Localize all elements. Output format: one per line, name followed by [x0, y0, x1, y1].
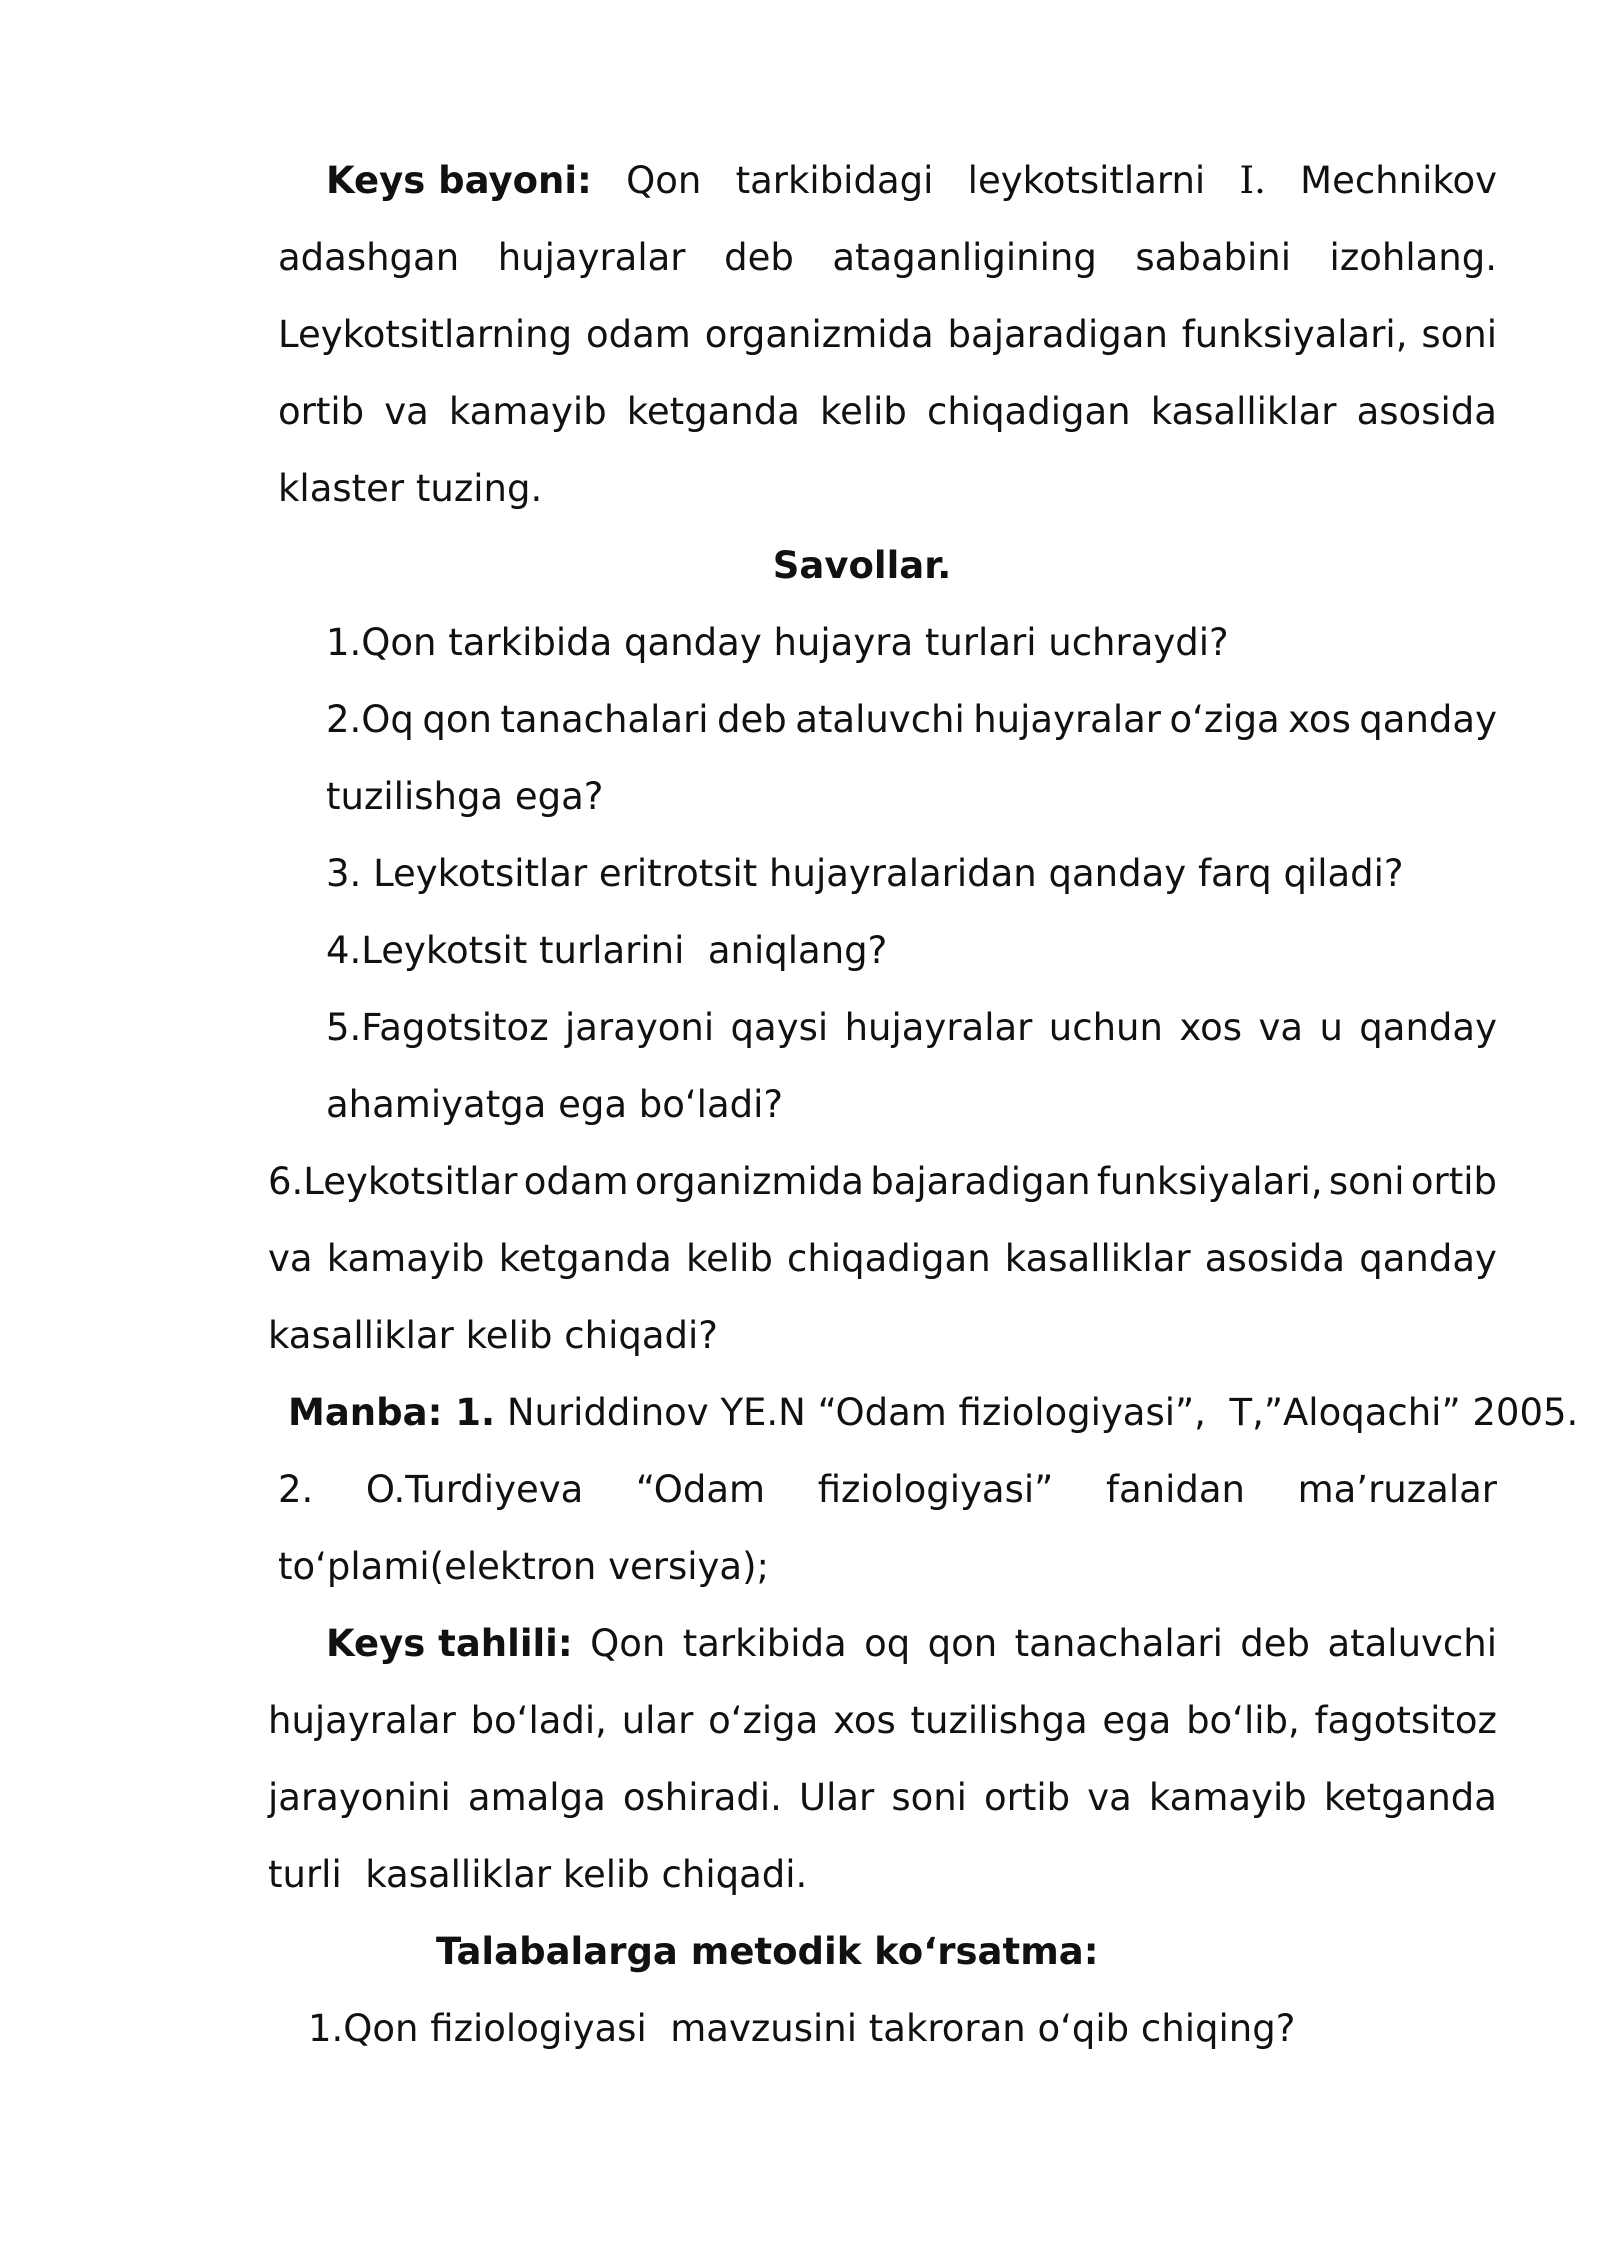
word: tanachalari: [500, 698, 709, 741]
word: Leykotsitlarning: [278, 313, 573, 356]
word: amalga: [467, 1776, 606, 1819]
word: deb: [1240, 1622, 1311, 1665]
word: bo‘lib,: [1186, 1699, 1300, 1742]
keys-bayoni-line-4: [0, 373, 1600, 450]
word: ma’ruzalar: [1297, 1468, 1497, 1511]
word: qon: [422, 698, 492, 741]
word: Mechnikov: [1300, 159, 1497, 202]
question-3: [0, 835, 1600, 912]
keys-tahlili-line-4: [0, 1836, 1600, 1913]
savollar-heading: [262, 527, 1462, 604]
word: fiziologiyasi”: [817, 1468, 1054, 1511]
word: tarkibida: [682, 1622, 847, 1665]
word: tanachalari: [1014, 1622, 1223, 1665]
word: o‘ziga: [708, 1699, 819, 1742]
word: kamayib: [1148, 1776, 1307, 1819]
keys-tahlili-line-3: [0, 1759, 1600, 1836]
word: tuzilishga: [910, 1699, 1088, 1742]
word: kasalliklar: [1004, 1237, 1191, 1280]
word: ataluvchi: [1327, 1622, 1497, 1665]
word: izohlang.: [1329, 236, 1497, 279]
manba-line-2: [0, 1451, 1600, 1528]
word: Qon: [590, 1622, 666, 1665]
word: ataganligining: [832, 236, 1097, 279]
word: kamayib: [326, 1237, 485, 1280]
word: va: [384, 390, 429, 433]
word: o‘ziga: [1169, 698, 1280, 741]
word: ular: [621, 1699, 694, 1742]
word: asosida: [1356, 390, 1497, 433]
word: chiqadigan: [927, 390, 1131, 433]
manba-line-3: [0, 1528, 1600, 1605]
word: qanday: [1359, 1006, 1497, 1049]
word: Ular: [798, 1776, 875, 1819]
word: oq: [864, 1622, 911, 1665]
word: kelib: [820, 390, 907, 433]
paragraph-text: turli kasalliklar kelib chiqadi.: [268, 1853, 808, 1896]
keys-tahlili-line-2: [0, 1682, 1600, 1759]
word: qanday: [1359, 698, 1497, 741]
keys-bayoni-line-1: [0, 142, 1600, 219]
paragraph-text: klaster tuzing.: [278, 467, 543, 510]
word: ega: [1102, 1699, 1172, 1742]
word: jarayonini: [268, 1776, 451, 1819]
word: organizmida: [704, 313, 934, 356]
word: deb: [717, 698, 787, 741]
word: oshiradi.: [622, 1776, 782, 1819]
word: ketganda: [498, 1237, 672, 1280]
word: adashgan: [278, 236, 460, 279]
keys-bayoni-line-5: [0, 450, 1600, 527]
word: bo‘ladi,: [470, 1699, 607, 1742]
word: 6.Leykotsitlar: [268, 1160, 518, 1203]
word: I.: [1239, 159, 1266, 202]
question-text: tuzilishga ega?: [326, 775, 604, 818]
word: asosida: [1204, 1237, 1346, 1280]
word: bajaradigan: [870, 1160, 1091, 1203]
question-1: [0, 604, 1600, 681]
word: u: [1319, 1006, 1343, 1049]
word: va: [1258, 1006, 1304, 1049]
word: leykotsitlarni: [967, 159, 1206, 202]
word: ortib: [1410, 1160, 1497, 1203]
source-1: Nuriddinov YE.N “Odam fiziologiyasi”, T,”Aloqachi” 2005.: [495, 1391, 1579, 1434]
word: hujayralar: [973, 698, 1162, 741]
keys-bayoni-line-2: [0, 219, 1600, 296]
question-text: 4.Leykotsit turlarini aniqlang?: [326, 929, 888, 972]
question-5-line-1: [0, 989, 1600, 1066]
word: qaysi: [730, 1006, 829, 1049]
word: hujayralar: [844, 1006, 1033, 1049]
word: chiqadigan: [787, 1237, 991, 1280]
word: va: [268, 1237, 313, 1280]
instruction-text: 1.Qon fiziologiyasi mavzusini takroran o‘qib chiqing?: [308, 2007, 1296, 2050]
word: bajaradigan: [947, 313, 1168, 356]
word: sababini: [1135, 236, 1291, 279]
question-5-line-2: [0, 1066, 1600, 1143]
question-text: 1.Qon tarkibida qanday hujayra turlari uchraydi?: [326, 621, 1229, 664]
manba-line-1: [0, 1374, 1600, 1451]
question-2-line-2: [0, 758, 1600, 835]
word: 2.Oq: [326, 698, 414, 741]
word: “Odam: [635, 1468, 766, 1511]
question-4: [0, 912, 1600, 989]
word: soni: [1328, 1160, 1405, 1203]
word: hujayralar: [497, 236, 686, 279]
question-2-line-1: [0, 681, 1600, 758]
word: tarkibidagi: [735, 159, 934, 202]
keys-bayoni-label: Keys bayoni:: [326, 159, 592, 202]
manba-label: Manba: 1.: [288, 1391, 496, 1434]
word: 5.Fagotsitoz: [326, 1006, 549, 1049]
word: jarayoni: [565, 1006, 715, 1049]
word: organizmida: [634, 1160, 864, 1203]
metodik-heading: [0, 1913, 1600, 1990]
word: deb: [724, 236, 794, 279]
word: xos: [1288, 698, 1351, 741]
word: odam: [585, 313, 691, 356]
question-6-line-3: [0, 1297, 1600, 1374]
word: qanday: [1359, 1237, 1497, 1280]
question-text: kasalliklar kelib chiqadi?: [268, 1314, 718, 1357]
keys-bayoni-line-3: [0, 296, 1600, 373]
word: fagotsitoz: [1314, 1699, 1497, 1742]
word: 2.: [278, 1468, 314, 1511]
word: qon: [927, 1622, 998, 1665]
word: ortib: [278, 390, 365, 433]
word: xos: [833, 1699, 896, 1742]
question-6-line-2: [0, 1220, 1600, 1297]
word: O.Turdiyeva: [365, 1468, 584, 1511]
word: uchun: [1048, 1006, 1163, 1049]
word: funksiyalari,: [1096, 1160, 1323, 1203]
word: soni: [1421, 313, 1497, 356]
word: xos: [1179, 1006, 1243, 1049]
word: hujayralar: [268, 1699, 456, 1742]
question-text: 3. Leykotsitlar eritrotsit hujayralaridan qanday farq qiladi?: [326, 852, 1404, 895]
word: va: [1087, 1776, 1132, 1819]
word: soni: [891, 1776, 967, 1819]
metodik-item-1: [0, 1990, 1600, 2067]
heading-text: Savollar.: [772, 544, 952, 587]
word: ketganda: [626, 390, 800, 433]
word: odam: [523, 1160, 629, 1203]
word: ataluvchi: [795, 698, 965, 741]
question-6-line-1: [0, 1143, 1600, 1220]
keys-tahlili-line-1: [0, 1605, 1600, 1682]
word: funksiyalari,: [1181, 313, 1408, 356]
keys-tahlili-label: Keys tahlili:: [326, 1622, 573, 1665]
heading-text: Talabalarga metodik ko‘rsatma:: [436, 1930, 1099, 1973]
word: ortib: [984, 1776, 1071, 1819]
word: fanidan: [1105, 1468, 1245, 1511]
word: kelib: [685, 1237, 773, 1280]
source-2-text: to‘plami(elektron versiya);: [278, 1545, 769, 1588]
word: ketganda: [1323, 1776, 1497, 1819]
word: Qon: [626, 159, 702, 202]
word: kasalliklar: [1150, 390, 1337, 433]
word: kamayib: [448, 390, 607, 433]
question-text: ahamiyatga ega bo‘ladi?: [326, 1083, 784, 1126]
